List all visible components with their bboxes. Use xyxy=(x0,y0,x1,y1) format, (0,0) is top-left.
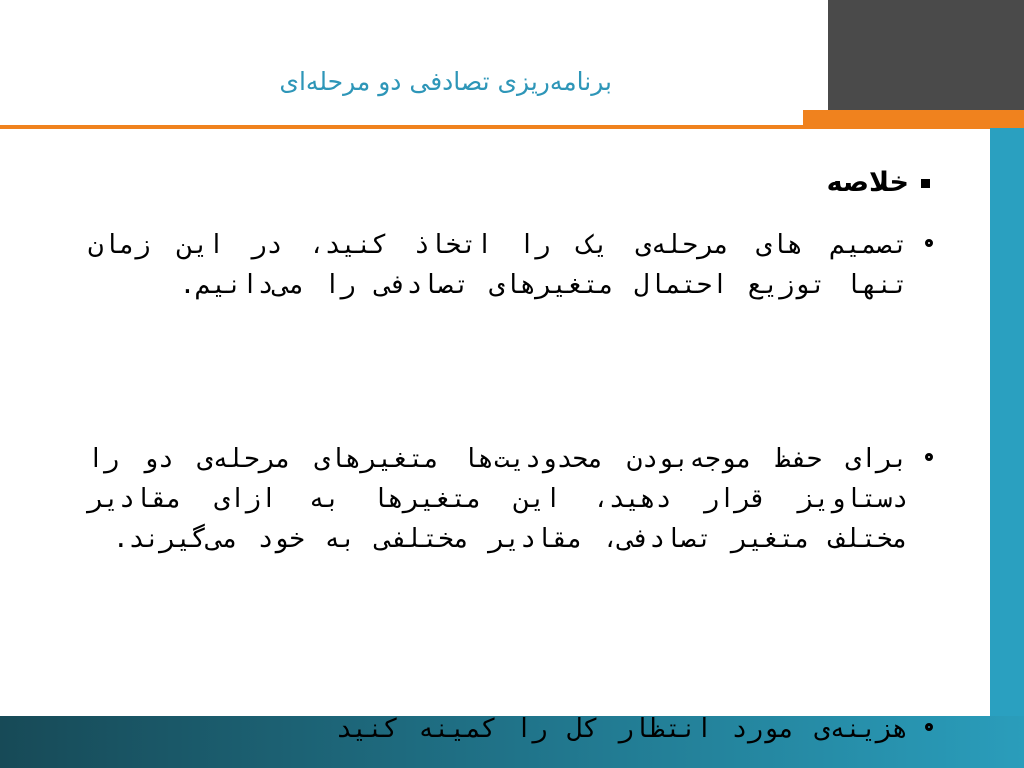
slide-content xyxy=(0,129,990,768)
summary-heading xyxy=(827,163,930,203)
ring-bullet-icon xyxy=(925,453,933,461)
ring-bullet-icon xyxy=(925,723,933,731)
slide-title: برنامه‌ریزی تصادفی دو مرحله‌ای xyxy=(279,67,612,96)
summary-heading-text: خلاصه xyxy=(826,167,909,198)
bullet-text: تصمیم های مرحله‌ی یک را اتخاذ کنید، در این زمان تنها توزیع احتمال متغیرهای تصادفی را می‌دانیم. xyxy=(88,230,908,300)
corner-decoration xyxy=(828,0,1024,110)
bullet-text: برای حفظ موجه‌بودن محدودیت‌ها متغیرهای مرحله‌ی دو را دستاویز قرار دهید، این متغیرها به ازای مقادیر مختلف متغیر تصادفی، مقادیر مختلفی به خود می‌گیرند. xyxy=(88,444,908,554)
bullet-text: هزینه‌ی مورد انتظار کل را کمینه کنید xyxy=(336,714,908,744)
bullet-item xyxy=(88,439,908,559)
square-bullet-icon xyxy=(921,179,930,188)
ring-bullet-icon xyxy=(925,239,933,247)
right-decorative-band xyxy=(990,128,1024,768)
bullet-item xyxy=(88,225,908,305)
bullet-item xyxy=(88,709,908,749)
orange-accent-block xyxy=(803,110,1024,129)
